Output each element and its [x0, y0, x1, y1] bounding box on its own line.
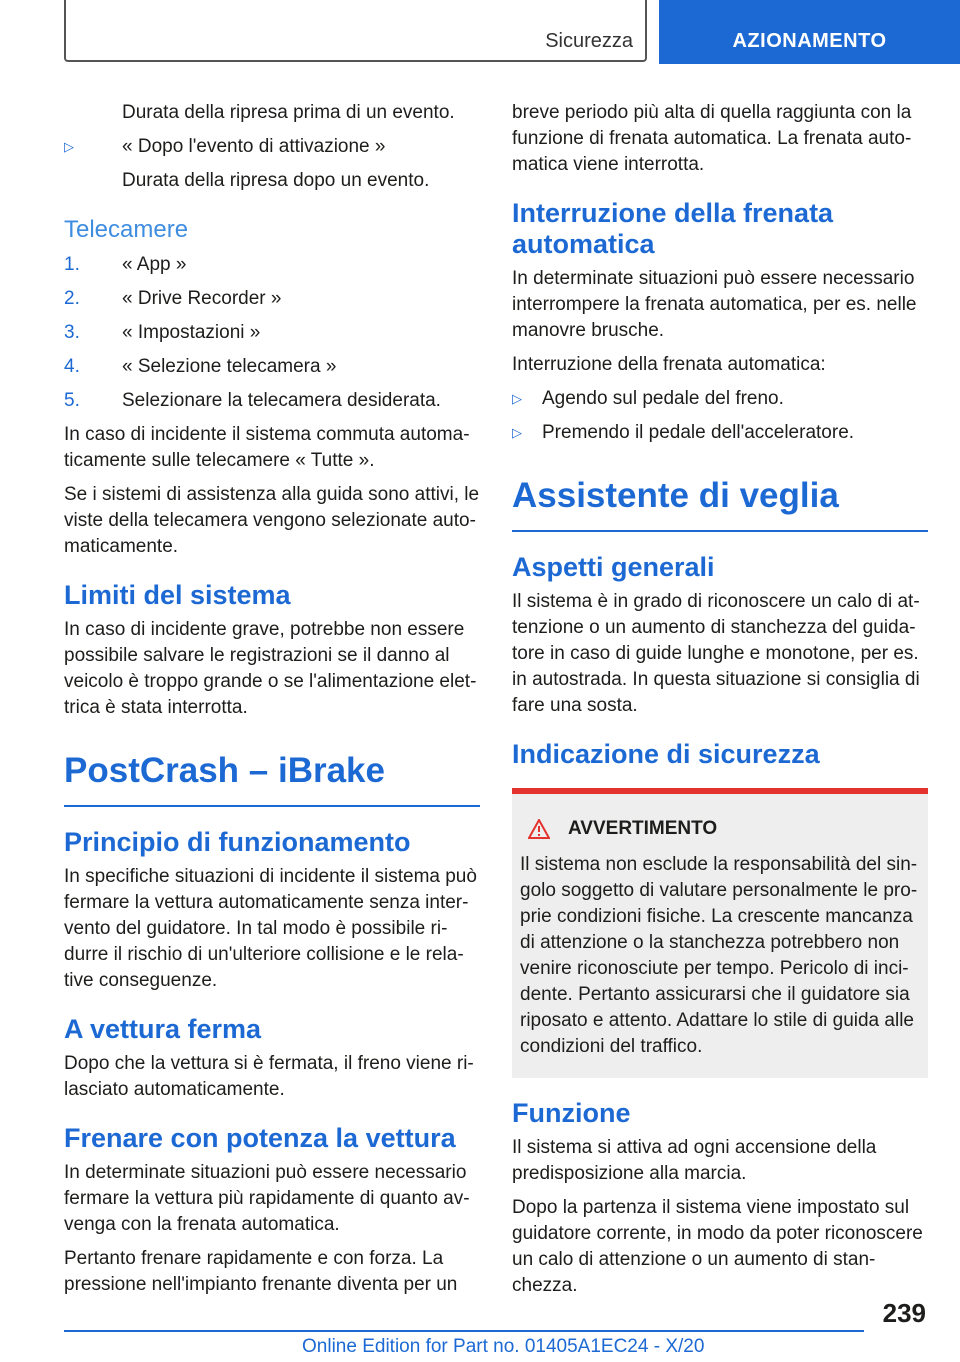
bullet-item — [512, 420, 928, 446]
paragraph: Il sistema si attiva ad ogni accensione della predisposizione alla marcia. — [512, 1137, 877, 1184]
step-item — [64, 354, 480, 380]
paragraph: Interruzione della frenata automatica: — [512, 354, 826, 375]
step-text: « App » — [122, 254, 187, 275]
footer-divider — [64, 1330, 864, 1332]
paragraph: In caso di incidente grave, potrebbe non essere possibile salvare le registrazioni se il danno al veicolo è troppo grande o se l'alimentazione elettrica è stata interrotta. — [64, 619, 477, 718]
intro-text-1: Durata della ripresa prima di un evento. — [122, 102, 455, 123]
footer-edition: Online Edition for Part no. 01405A1EC24 - X/20 — [302, 1336, 705, 1357]
paragraph: breve periodo più alta di quella raggiunta con la funzione di frenata automatica. La frenata automatica viene interrotta. — [512, 102, 912, 175]
step-number: 2. — [64, 288, 80, 309]
warning-triangle-icon — [528, 819, 550, 839]
bullet-text: Agendo sul pedale del freno. — [542, 388, 784, 409]
step-number: 1. — [64, 254, 80, 275]
paragraph: In determinate situazioni può essere necessario interrompere la frenata automatica, per es. nelle manovre brusche. — [512, 268, 917, 341]
triangle-bullet-icon: ▷ — [64, 139, 74, 154]
triangle-bullet-icon: ▷ — [512, 425, 522, 440]
step-number: 5. — [64, 390, 80, 411]
heading-aspetti: Aspetti generali — [512, 552, 715, 582]
heading-funzione: Funzione — [512, 1098, 631, 1128]
header-chapter-tab — [659, 0, 960, 64]
step-item — [64, 252, 480, 278]
page-number: 239 — [882, 1298, 926, 1328]
bullet-item — [64, 134, 480, 160]
step-item — [64, 320, 480, 346]
warning-title: AVVERTIMENTO — [568, 818, 718, 839]
heading-limiti: Limiti del sistema — [64, 580, 291, 610]
heading-postcrash: PostCrash – iBrake — [64, 751, 480, 807]
step-text: « Selezione telecamera » — [122, 356, 337, 377]
heading-vettura-ferma: A vettura ferma — [64, 1014, 262, 1044]
step-text: Selezionare la telecamera desiderata. — [122, 390, 441, 411]
paragraph: Dopo che la vettura si è fermata, il freno viene rilasciato automaticamente. — [64, 1053, 474, 1100]
step-item — [64, 286, 480, 312]
left-column — [64, 100, 480, 1306]
paragraph: Pertanto frenare rapidamente e con forza. La pressione nell'impianto frenante diventa per un — [64, 1248, 458, 1295]
bullet-text: Premendo il pedale dell'acceleratore. — [542, 422, 855, 443]
paragraph: Dopo la partenza il sistema viene impostato sul guidatore corrente, in modo da poter riconoscere un calo di attenzione o un aumento di stanchezza. — [512, 1197, 923, 1296]
intro-text-2: Durata della ripresa dopo un evento. — [122, 170, 430, 191]
header-section-title: Sicurezza — [545, 30, 633, 52]
step-number: 3. — [64, 322, 80, 343]
heading-indicazione: Indicazione di sicurezza — [512, 739, 820, 769]
bullet-text: « Dopo l'evento di attivazione » — [122, 136, 386, 157]
paragraph: In determinate situazioni può essere necessario fermare la vettura più rapidamente di quanto avvenga con la frenata automatica. — [64, 1162, 470, 1235]
heading-veglia: Assistente di veglia — [512, 476, 928, 532]
warning-header — [520, 816, 920, 842]
header-chapter-title: AZIONAMENTO — [732, 30, 887, 52]
heading-interruzione: Interruzione della frenata automatica — [512, 198, 834, 259]
step-text: « Impostazioni » — [122, 322, 261, 343]
header-section-box — [64, 0, 647, 62]
step-number: 4. — [64, 356, 80, 377]
triangle-bullet-icon: ▷ — [512, 391, 522, 406]
heading-principio: Principio di funzionamento — [64, 827, 411, 857]
paragraph: Il sistema è in grado di riconoscere un calo di attenzione o un aumento di stanchezza del guidatore in caso di guide lunghe e monotone, per es. in autostrada. In questa situazione si consiglia di fare una sosta. — [512, 591, 920, 716]
heading-telecamere: Telecamere — [64, 216, 189, 243]
step-item — [64, 388, 480, 414]
heading-frenare: Frenare con potenza la vettura — [64, 1123, 456, 1153]
paragraph: In caso di incidente il sistema commuta automaticamente sulle telecamere « Tutte ». — [64, 424, 470, 471]
warning-box — [512, 788, 928, 1078]
paragraph: In specifiche situazioni di incidente il sistema può fermare la vettura automaticamente senza intervento del guidatore. In tal modo è possibile ridurre il rischio di un'ulteriore collisione e le relative conseguenze. — [64, 866, 477, 991]
paragraph: Se i sistemi di assistenza alla guida sono attivi, le viste della telecamera vengono selezionate automaticamente. — [64, 484, 480, 557]
step-text: « Drive Recorder » — [122, 288, 282, 309]
warning-text: Il sistema non esclude la responsabilità del singolo soggetto di valutare personalmente le proprie condizioni fisiche. La crescente mancanza di attenzione o la stanchezza potrebbero non venire riconosciute per tempo. Pericolo di incidente. Pertanto assicurarsi che il guidatore sia riposato e attento. Adattare lo stile di guida alle condizioni del traffico. — [520, 854, 918, 1057]
right-column — [512, 100, 928, 1307]
bullet-item — [512, 386, 928, 412]
